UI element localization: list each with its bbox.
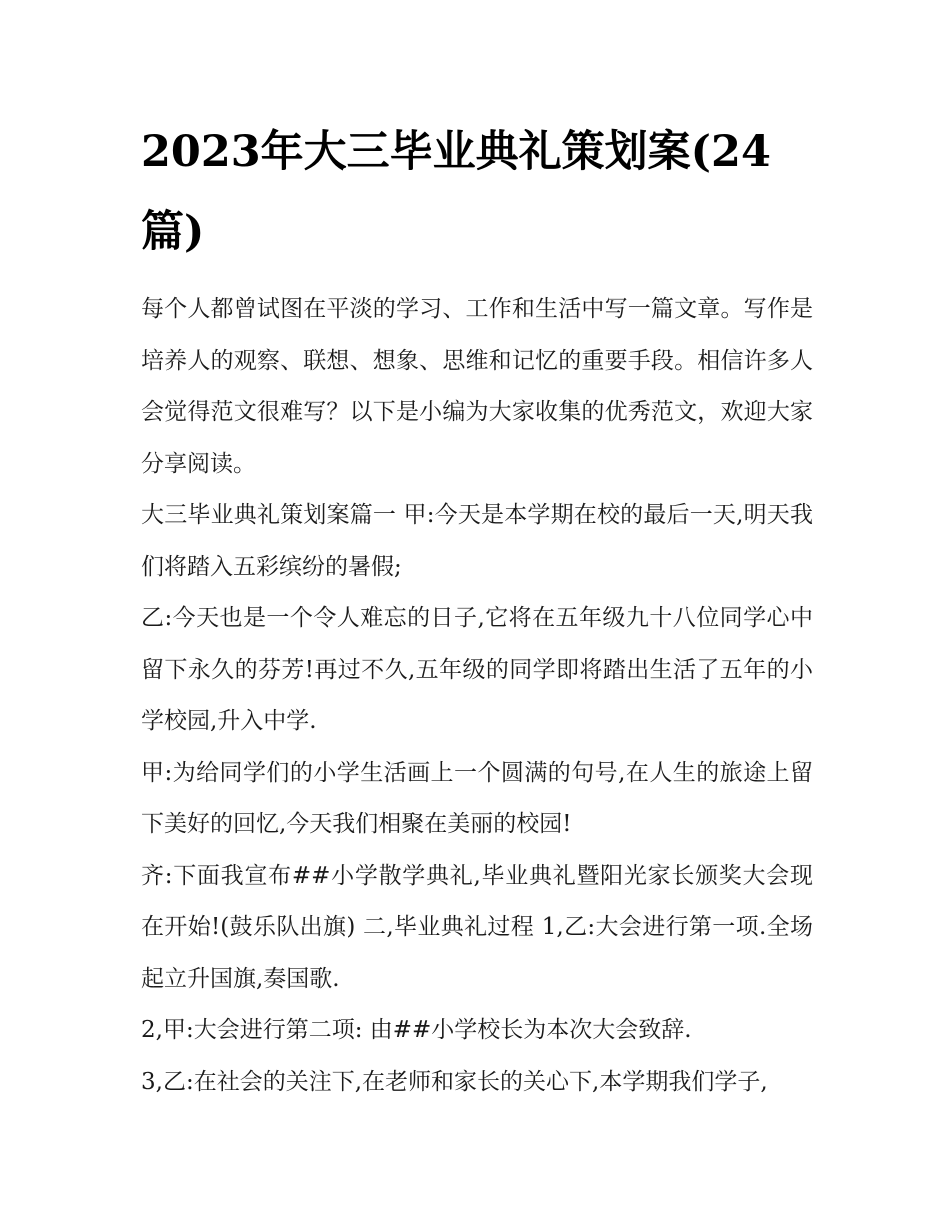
body-paragraph: 2,甲:大会进行第二项: 由##小学校长为本次大会致辞.: [141, 1017, 692, 1043]
intro-paragraph: 每个人都曾试图在平淡的学习、工作和生活中写一篇文章。写作是培养人的观察、联想、想象、思维和记忆的重要手段。相信许多人会觉得范文很难写？以下是小编为大家收集的优秀范文，欢迎大家分享阅读。: [141, 296, 813, 477]
body-paragraph: 乙:今天也是一个令人难忘的日子,它将在五年级九十八位同学心中留下永久的芬芳!再过不久,五年级的同学即将踏出生活了五年的小学校园,升入中学.: [141, 605, 813, 734]
body-paragraph: 甲:为给同学们的小学生活画上一个圆满的句号,在人生的旅途上留下美好的回忆,今天我们相聚在美丽的校园!: [141, 759, 813, 837]
document-body: [141, 112, 813, 1108]
document-title: 2023年大三毕业典礼策划案(24篇): [141, 127, 771, 257]
body-paragraph: 3,乙:在社会的关注下,在老师和家长的关心下,本学期我们学子,: [141, 1068, 768, 1095]
body-paragraph: 齐:下面我宣布##小学散学典礼,毕业典礼暨阳光家长颁奖大会现在开始!(鼓乐队出旗) 二,毕业典礼过程 1,乙:大会进行第一项.全场起立升国旗,奏国歌.: [141, 862, 813, 992]
body-paragraph: 大三毕业典礼策划案篇一 甲:今天是本学期在校的最后一天,明天我们将踏入五彩缤纷的暑假;: [141, 502, 813, 580]
